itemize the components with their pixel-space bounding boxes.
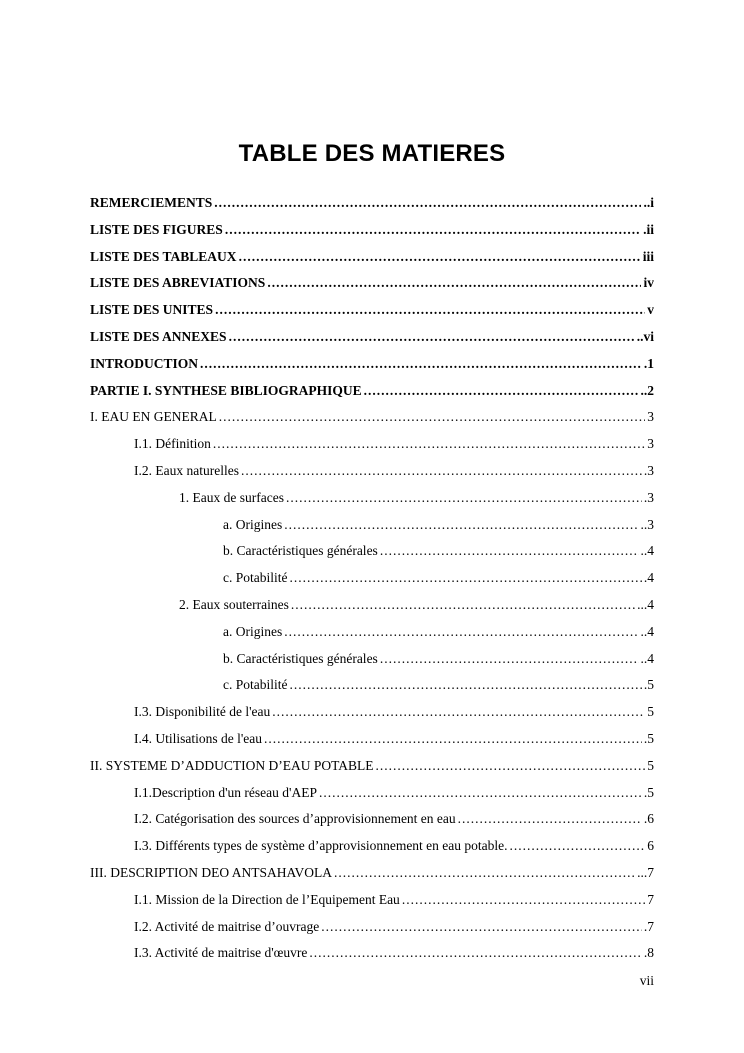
toc-entry-label: b. Caractéristiques générales: [223, 543, 378, 559]
toc-leader-dots: [510, 838, 646, 854]
toc-entry-label: I.3. Différents types de système d’approvisionnement en eau potable.: [134, 838, 508, 854]
toc-entry: [90, 651, 654, 678]
toc-entry-label: 1. Eaux de surfaces: [179, 489, 284, 505]
toc-entry-label: PARTIE I. SYNTHESE BIBLIOGRAPHIQUE: [90, 382, 362, 398]
toc-leader-dots: [291, 597, 635, 613]
toc-entry-label: I. EAU EN GENERAL: [90, 409, 217, 425]
toc-leader-dots: [284, 517, 638, 533]
toc-entry-page: ..4: [640, 650, 654, 666]
toc-leader-dots: [309, 945, 641, 961]
toc-entry-label: LISTE DES UNITES: [90, 302, 214, 318]
toc-entry-page: ..2: [640, 382, 654, 398]
toc-entry-page: .ii: [643, 221, 654, 237]
toc-entry-label: I.1. Définition: [134, 436, 211, 452]
toc-entry: [90, 249, 654, 276]
toc-entry: [90, 570, 654, 597]
table-of-contents: [90, 195, 654, 972]
toc-entry-label: LISTE DES ABREVIATIONS: [90, 275, 266, 291]
toc-entry-label: III. DESCRIPTION DEO ANTSAHAVOLA: [90, 864, 332, 880]
toc-entry-label: LISTE DES ANNEXES: [90, 328, 227, 344]
toc-leader-dots: [229, 329, 635, 345]
toc-entry-label: I.1. Mission de la Direction de l’Equipement Eau: [134, 891, 400, 907]
toc-leader-dots: [272, 704, 645, 720]
toc-entry-label: LISTE DES TABLEAUX: [90, 248, 237, 264]
toc-entry-label: REMERCIEMENTS: [90, 195, 213, 210]
toc-entry-page: ..vi: [636, 328, 654, 344]
toc-entry: [90, 758, 654, 785]
toc-entry-page: .1: [643, 355, 654, 371]
toc-entry-page: .5: [643, 677, 654, 693]
toc-leader-dots: [267, 275, 641, 291]
toc-entry: [90, 704, 654, 731]
toc-entry-page: .4: [643, 570, 654, 586]
toc-entry-page: 3: [647, 409, 654, 425]
toc-entry-label: I.2. Catégorisation des sources d’approvisionnement en eau: [134, 811, 456, 827]
toc-entry-page: .8: [643, 945, 654, 961]
toc-entry-page: iii: [642, 248, 654, 264]
toc-leader-dots: [286, 490, 642, 506]
toc-entry-page: 5: [647, 704, 654, 720]
toc-entry: [90, 356, 654, 383]
toc-entry-page: ...4: [637, 596, 654, 612]
toc-leader-dots: [284, 624, 638, 640]
toc-entry-page: ...7: [637, 864, 654, 880]
toc-leader-dots: [214, 195, 641, 211]
page-title: TABLE DES MATIERES: [238, 140, 506, 167]
toc-entry: [90, 919, 654, 946]
toc-entry: [90, 543, 654, 570]
toc-entry: [90, 677, 654, 704]
toc-entry-label: a. Origines: [223, 623, 283, 639]
toc-entry-page: 7: [647, 891, 654, 907]
toc-leader-dots: [213, 436, 645, 452]
toc-leader-dots: [219, 409, 646, 425]
toc-entry: [90, 865, 654, 892]
toc-leader-dots: [290, 677, 642, 693]
toc-entry: [90, 597, 654, 624]
toc-entry: [90, 463, 654, 490]
toc-leader-dots: [334, 865, 635, 881]
toc-entry-page: iv: [643, 275, 654, 291]
toc-leader-dots: [239, 249, 641, 265]
toc-entry-label: II. SYSTEME D’ADDUCTION D’EAU POTABLE: [90, 757, 374, 773]
toc-entry-page: 6: [647, 838, 654, 854]
toc-entry-label: I.2. Activité de maitrise d’ouvrage: [134, 918, 320, 934]
toc-leader-dots: [319, 785, 642, 801]
toc-entry-page: ..i: [643, 195, 654, 210]
toc-entry-page: ..3: [640, 516, 654, 532]
toc-entry: [90, 383, 654, 410]
toc-entry-page: .7: [643, 918, 654, 934]
toc-leader-dots: [290, 570, 642, 586]
toc-entry-label: I.3. Disponibilité de l'eau: [134, 704, 271, 720]
toc-entry-page: .6: [643, 811, 654, 827]
toc-entry-page: 5: [647, 757, 654, 773]
toc-entry-label: I.2. Eaux naturelles: [134, 462, 239, 478]
toc-entry-label: LISTE DES FIGURES: [90, 221, 223, 237]
toc-entry-label: I.3. Activité de maitrise d'œuvre: [134, 945, 308, 961]
toc-entry: [90, 811, 654, 838]
toc-entry-page: v: [647, 302, 654, 318]
toc-entry: [90, 302, 654, 329]
toc-entry-label: c. Potabilité: [223, 677, 288, 693]
toc-entry: [90, 838, 654, 865]
toc-entry: [90, 624, 654, 651]
toc-entry: [90, 275, 654, 302]
toc-entry: [90, 436, 654, 463]
toc-leader-dots: [402, 892, 645, 908]
toc-entry-label: I.1.Description d'un réseau d'AEP: [134, 784, 317, 800]
toc-entry: [90, 222, 654, 249]
toc-leader-dots: [264, 731, 642, 747]
toc-leader-dots: [200, 356, 642, 372]
toc-entry-page: .3: [643, 489, 654, 505]
toc-entry: [90, 490, 654, 517]
toc-leader-dots: [380, 651, 639, 667]
toc-entry-label: INTRODUCTION: [90, 355, 199, 371]
toc-entry: [90, 785, 654, 812]
toc-entry: [90, 195, 654, 222]
toc-leader-dots: [376, 758, 646, 774]
toc-entry-label: a. Origines: [223, 516, 283, 532]
toc-leader-dots: [225, 222, 641, 238]
toc-leader-dots: [458, 811, 642, 827]
toc-leader-dots: [321, 919, 642, 935]
toc-entry: [90, 731, 654, 758]
toc-entry-page: .3: [643, 462, 654, 478]
toc-entry-page: .5: [643, 784, 654, 800]
toc-entry-page: .5: [643, 730, 654, 746]
toc-entry: [90, 409, 654, 436]
toc-entry-page: 3: [647, 436, 654, 452]
toc-entry: [90, 517, 654, 544]
toc-leader-dots: [215, 302, 645, 318]
toc-entry-label: 2. Eaux souterraines: [179, 596, 289, 612]
toc-entry-label: I.4. Utilisations de l'eau: [134, 730, 263, 746]
page-number: vii: [639, 973, 654, 988]
toc-leader-dots: [241, 463, 642, 479]
toc-entry: [90, 892, 654, 919]
toc-entry-label: b. Caractéristiques générales: [223, 650, 378, 666]
toc-entry: [90, 329, 654, 356]
toc-entry-page: ..4: [640, 623, 654, 639]
toc-entry: [90, 945, 654, 972]
toc-entry-page: ..4: [640, 543, 654, 559]
toc-leader-dots: [364, 383, 639, 399]
toc-entry-label: c. Potabilité: [223, 570, 288, 586]
toc-leader-dots: [380, 543, 639, 559]
